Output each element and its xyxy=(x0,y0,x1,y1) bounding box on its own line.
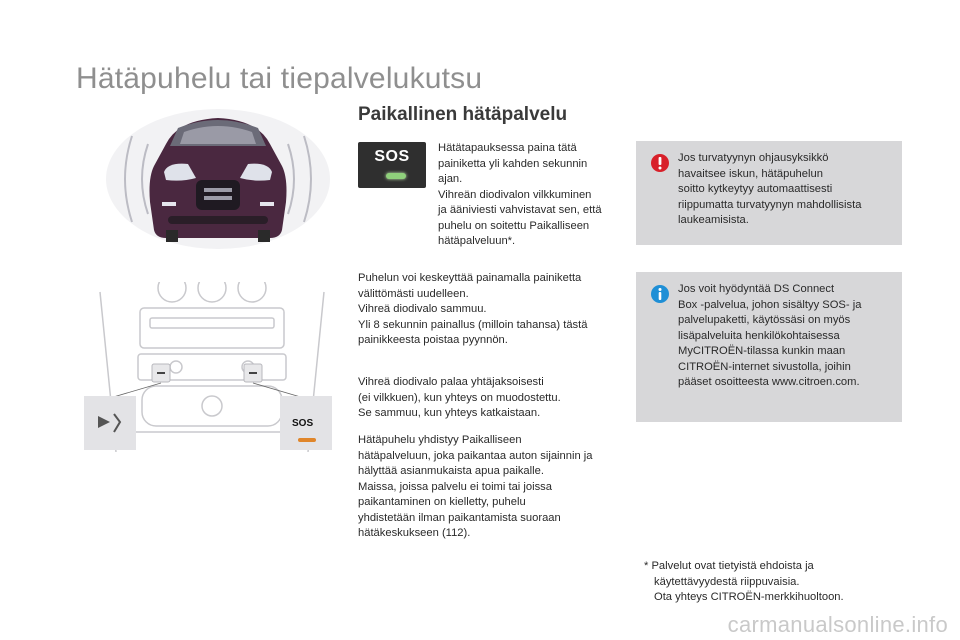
text-line: painiketta yli kahden sekunnin xyxy=(438,157,588,170)
footnote-line: * Palvelut ovat tietyistä ehdoista ja xyxy=(644,560,814,572)
text-line: Vihreän diodivalon vilkkuminen xyxy=(438,188,592,201)
text-line: Jos turvatyynyn ohjausyksikkö xyxy=(678,152,829,164)
text-line: välittömästi uudelleen. xyxy=(358,287,469,300)
text-line: Jos voit hyödyntää DS Connect xyxy=(678,283,835,295)
text-line: painikkeesta poistaa pyynnön. xyxy=(358,334,508,346)
text-line: laukeamisista. xyxy=(678,214,749,226)
text-line: CITROËN-internet sivustolla, joihin xyxy=(678,360,851,373)
sos-instruction-text xyxy=(438,141,628,250)
text-line: Vihreä diodivalo sammuu. xyxy=(358,303,487,315)
text-line: riippumatta turvatyynyn mahdollisista xyxy=(678,198,862,211)
page-title: Hätäpuhelu tai tiepalvelukutsu xyxy=(76,62,483,95)
watermark: carmanualsonline.info xyxy=(727,612,948,637)
text-line: puhelu on soitettu Paikalliseen xyxy=(438,219,590,232)
car-front-illustration xyxy=(104,106,332,252)
text-line: Hätäpuhelu yhdistyy Paikalliseen xyxy=(358,434,522,446)
exclamation-icon xyxy=(650,153,670,173)
text-line: ja ääniviesti vahvistavat sen, että xyxy=(438,204,602,216)
warning-box xyxy=(636,141,902,245)
text-line: paikantaminen on kielletty, puhelu xyxy=(358,496,526,508)
text-line: Vihreä diodivalo palaa yhtäjaksoisesti xyxy=(358,376,544,388)
text-line: havaitsee iskun, hätäpuhelun xyxy=(678,167,823,180)
text-line: hälyttää asianmukaista apua paikalle. xyxy=(358,465,544,477)
info-box xyxy=(636,272,902,422)
call-routing-text xyxy=(358,433,633,542)
sos-button[interactable] xyxy=(358,142,426,188)
text-line: ajan. xyxy=(438,173,463,185)
text-line: yhdistetään ilman paikantamista suoraan xyxy=(358,511,561,524)
text-line: Yli 8 sekunnin painallus (milloin tahansa) tästä xyxy=(358,318,588,331)
footnote-line: käytettävyydestä riippuvaisia. xyxy=(654,575,800,588)
text-line: MyCITROËN-tilassa kunkin maan xyxy=(678,345,846,357)
console-sos-label: SOS xyxy=(292,418,314,429)
text-line: (ei vilkkuen), kun yhteys on muodostettu. xyxy=(358,391,561,404)
text-line: palvelupaketti, käytössäsi on myös xyxy=(678,314,851,326)
cancel-call-text xyxy=(358,271,628,349)
text-line: Hätätapauksessa paina tätä xyxy=(438,142,577,154)
text-line: lisäpalveluita henkilökohtaisessa xyxy=(678,329,840,342)
sos-button-label: SOS xyxy=(374,148,410,165)
text-line: Maissa, joissa palvelu ei toimi tai joissa xyxy=(358,480,552,493)
text-line: Box -palvelua, johon sisältyy SOS- ja xyxy=(678,298,862,311)
text-line: hätäkeskukseen (112). xyxy=(358,527,471,539)
led-status-text xyxy=(358,375,628,422)
section-heading: Paikallinen hätäpalvelu xyxy=(358,104,568,125)
text-line: hätäpalveluun*. xyxy=(438,235,516,247)
text-line: hätäpalveluun, joka paikantaa auton sijainnin ja xyxy=(358,449,593,462)
green-led-indicator xyxy=(386,173,406,179)
text-line: soitto kytkeytyy automaattisesti xyxy=(678,183,833,195)
text-line: Puhelun voi keskeyttää painamalla painiketta xyxy=(358,272,582,284)
text-line: Se sammuu, kun yhteys katkaistaan. xyxy=(358,407,541,419)
footnote-line: Ota yhteys CITROËN-merkkihuoltoon. xyxy=(654,591,844,603)
info-icon xyxy=(650,284,670,304)
footnote xyxy=(644,559,904,606)
text-line: pääset osoitteesta www.citroen.com. xyxy=(678,376,860,388)
